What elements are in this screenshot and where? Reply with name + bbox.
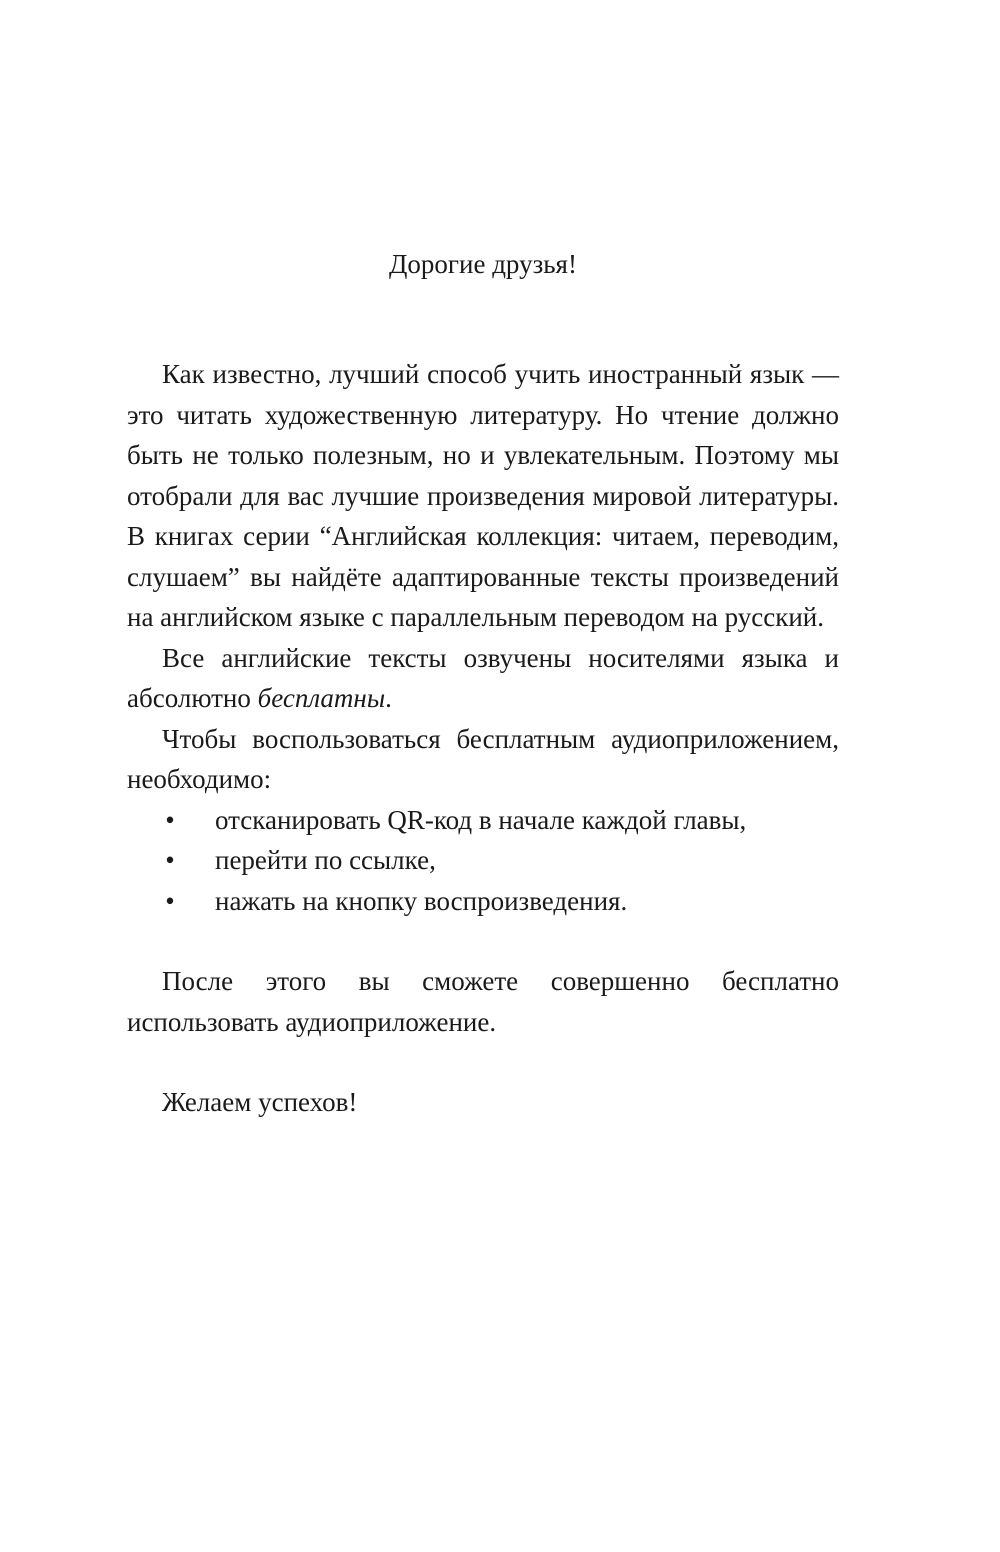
closing-line: Желаем успехов!: [162, 1087, 358, 1117]
instruction-list: [127, 800, 839, 922]
list-item-text: перейти по ссылке,: [215, 845, 436, 875]
paragraph-instructions: Чтобы воспользоваться бесплатным аудиоприложением, необходимо:: [127, 723, 839, 794]
list-item: [127, 800, 839, 841]
list-item: [127, 881, 839, 922]
paragraph-audio-end: .: [385, 683, 392, 713]
spacer: [127, 1042, 839, 1082]
list-item-text: нажать на кнопку воспроизведения.: [215, 885, 628, 916]
body-text: [127, 354, 839, 1123]
page-heading: Дорогие друзья!: [389, 249, 577, 279]
list-item: [127, 840, 839, 881]
paragraph-audio: [127, 638, 839, 719]
paragraph-intro: Как известно, лучший способ учить иностранный язык — это читать художественную литературу. Но чтение должно быть не только полезным, но и увлекательным. Поэтому мы отобрали для вас лучшие произведения мировой литературы. В книгах серии “Английская коллекция: читаем, переводим, слушаем” вы найдёте адаптированные тексты произведений на английском языке с параллельным переводом на русский.: [127, 359, 839, 632]
paragraph-audio-emphasis: бесплатны: [257, 683, 386, 713]
spacer: [127, 921, 839, 961]
list-item-text: отсканировать QR-код в начале каждой главы,: [215, 804, 747, 835]
paragraph-after: После этого вы сможете совершенно бесплатно использовать аудиоприложение.: [127, 966, 839, 1037]
bullet-icon: •: [165, 845, 175, 875]
bullet-icon: •: [165, 885, 175, 916]
paragraph-audio-start: Все английские тексты озвучены носителями языка и абсолютно: [127, 642, 839, 713]
bullet-icon: •: [165, 804, 175, 835]
